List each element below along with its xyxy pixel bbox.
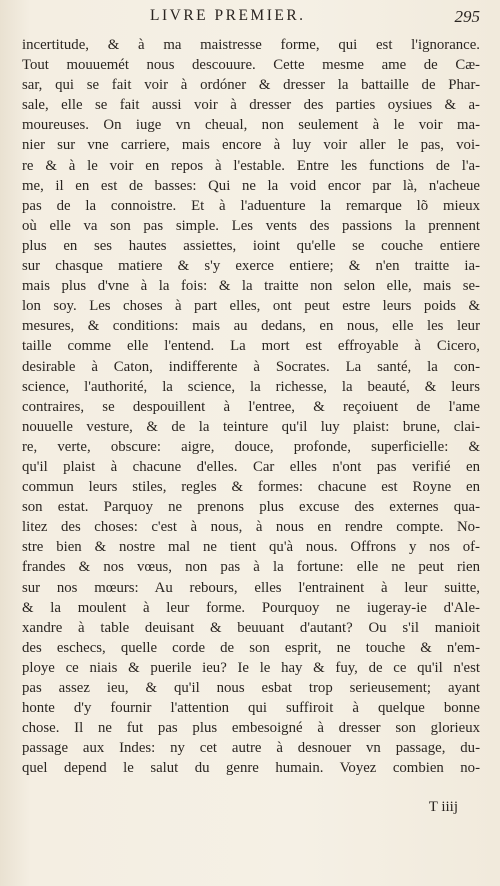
text-line: plus en ses hautes assiettes, ioint qu'elle se couche entiere (22, 237, 480, 254)
text-line: lon soy. Les choses à part elles, ont peut estre leurs poids & (22, 298, 480, 315)
text-line: sar, qui se fait voir à ordóner & dresser la battaille de Phar- (22, 77, 480, 94)
text-line: litez des choses: c'est à nous, à nous en rendre compte. No- (22, 519, 480, 536)
text-line: sur chasque matiere & s'y exerce entiere; & n'en traitte ia- (22, 258, 480, 275)
text-line: mais plus d'vne à la fois: & la traitte non selon elle, mais se- (22, 278, 480, 295)
text-line: xandre à table deuisant & beuuant d'autant? Ou s'il manioit (22, 619, 480, 636)
text-line: honte d'y fournir l'attention qui suffiroit à quelque bonne (22, 700, 480, 717)
text-line: quel depend le salut du genre humain. Voyez combien no- (22, 760, 480, 777)
text-line: desirable à Caton, indifferente à Socrates. La santé, la con- (22, 358, 480, 375)
text-line: chose. Il ne fut pas plus embesoigné à dresser son glorieux (22, 720, 480, 737)
text-line: frandes & nos vœus, non pas à la fortune: elle ne peut rien (22, 559, 480, 576)
text-line: re, verte, obscure: aigre, douce, profonde, superficielle: & (22, 438, 480, 455)
text-line: ploye ce niais & puerile ieu? Ie le hay & fuy, de ce qu'il n'est (22, 659, 480, 676)
text-line: passage aux Indes: ny cet autre à desnouer vn passage, du- (22, 740, 480, 757)
text-line: mesures, & conditions: mais au dedans, en nous, elle les leur (22, 318, 480, 335)
text-line: nier sur vne carriere, mais encore à luy voir aller le pas, voi- (22, 137, 480, 154)
page-number: 295 (454, 7, 480, 26)
text-line: nouuelle vesture, & de la teinture qu'il luy plaist: brune, clai- (22, 418, 480, 435)
text-line: Tout mouuemét nous descouure. Cette mesme ame de Cæ- (22, 57, 480, 74)
text-line: qu'il plaist à chacune d'elles. Car elles n'ont pas verifié en (22, 458, 480, 475)
text-line: commun leurs stiles, regles & formes: chacune est Royne en (22, 479, 480, 496)
running-title: LIVRE PREMIER. (150, 7, 306, 24)
text-line: sur nos mœurs: Au rebours, elles l'entrainent à leur suitte, (22, 579, 480, 596)
text-line: son estat. Parquoy ne prenons plus excuse des externes qua- (22, 499, 480, 516)
running-head (150, 7, 480, 31)
text-line: science, l'authorité, la science, la richesse, la beauté, & leurs (22, 378, 480, 395)
text-line: contraires, se despouillent à l'entree, & reçoiuent de l'ame (22, 398, 480, 415)
text-line: moureuses. On iuge vn cheual, non seulement à le voir ma- (22, 117, 480, 134)
body-text (22, 35, 480, 778)
text-line: stre bien & nostre mal ne tient qu'à nous. Offrons y nos of- (22, 539, 480, 556)
text-line: me, il en est de basses: Qui ne la void encor par là, n'acheue (22, 177, 480, 194)
text-line: pas de la connoistre. Et à l'aduenture la remarque lõ mieux (22, 197, 480, 214)
text-line: incertitude, & à ma maistresse forme, qui est l'ignorance. (22, 37, 480, 53)
text-line: des eschecs, quelle corde de son esprit, ne touche & n'em- (22, 639, 480, 656)
text-line: taille comme elle l'entend. La mort est effroyable à Cicero, (22, 338, 480, 355)
text-line: sale, elle se fait aussi voir à dresser des parties oysiues & a- (22, 97, 480, 114)
text-line: où elle va son pas simple. Les vents des passions la prennent (22, 217, 480, 234)
text-line: pas assez ieu, & qu'il nous esbat trop serieusement; ayant (22, 680, 480, 696)
signature-mark: T iiij (428, 799, 458, 815)
text-line: re & à le voir en repos à l'estable. Entre les functions de l'a- (22, 157, 480, 174)
text-line: & la moulent à leur forme. Pourquoy ne iugeray-ie d'Ale- (22, 599, 480, 616)
